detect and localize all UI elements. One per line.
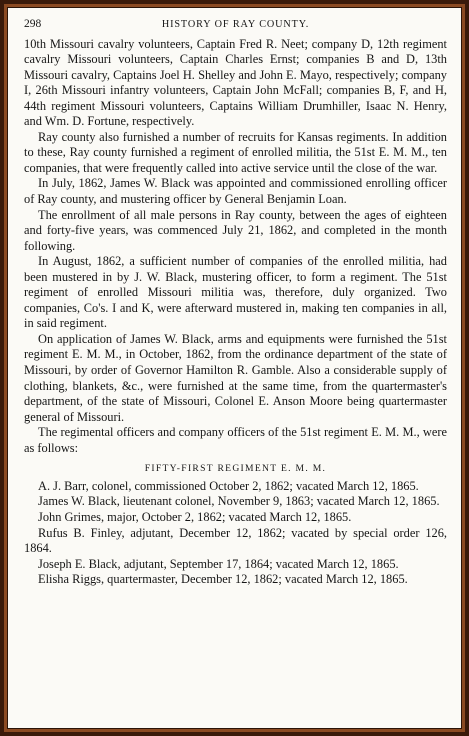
book-page <box>7 7 462 729</box>
roster-entry: Elisha Riggs, quartermaster, December 12, 1862; vacated March 12, 1865. <box>38 572 408 587</box>
paragraph: The regimental officers and company officers of the 51st regiment E. M. M., were as follows: <box>24 425 447 455</box>
paragraph: The enrollment of all male persons in Ray county, between the ages of eighteen and forty-five years, was commenced July 21, 1862, and completed in the month following. <box>24 207 447 253</box>
roster-entry: James W. Black, lieutenant colonel, November 9, 1863; vacated March 12, 1865. <box>38 494 440 509</box>
paragraph: On application of James W. Black, arms and equipments were furnished the 51st regiment E. M. M., in October, 1862, from the ordinance department of the state of Missouri, by order of Governor Hamilton R. Gamble. Also a considerable supply of clothing, blankets, &c., were furnished at the same time, from the quartermaster's department, of the state of Missouri, Colonel E. Anson Moore being quartermaster general of Missouri. <box>24 331 447 424</box>
paragraph: In August, 1862, a sufficient number of companies of the enrolled militia, had been mustered in by J. W. Black, mustering officer, to form a regiment. The 51st regiment of enrolled Missouri militia was, therefore, duly organized. Two companies, Co's. I and K, were afterward mustered in, making ten companies in all, in said regiment. <box>24 254 447 331</box>
paragraph: Ray county also furnished a number of recruits for Kansas regiments. In addition to these, Ray county furnished a regiment of enrolled militia, the 51st E. M. M., ten companies, that were frequently called into active service until the close of the war. <box>24 129 447 175</box>
roster-entry: A. J. Barr, colonel, commissioned October 2, 1862; vacated March 12, 1865. <box>38 478 419 493</box>
page-number: 298 <box>24 18 42 30</box>
paragraph: In July, 1862, James W. Black was appointed and commissioned enrolling officer of Ray county, and mustering officer by General Benjamin Loan. <box>24 176 447 207</box>
running-head <box>24 17 447 33</box>
book-title: HISTORY OF RAY COUNTY. <box>161 19 310 30</box>
roster-entry: Joseph E. Black, adjutant, September 17, 1864; vacated March 12, 1865. <box>38 556 399 571</box>
paragraph-continued: 10th Missouri cavalry volunteers, Captain Fred R. Neet; company D, 12th regiment cavalry Missouri volunteers, Captain Charles Ernst; companies B and D, 13th Missouri cavalry, Captains Joel H. Shelley and John E. Mayo, respectively; company I, 26th Missouri infantry volunteers, Captain John McFall; companies B, F, and H, 44th regiment Missouri volunteers, Captains William Drumhiller, Isaac N. Henry, and Wm. D. Fortune, respectively. <box>24 36 447 129</box>
roster-entry: John Grimes, major, October 2, 1862; vacated March 12, 1865. <box>38 509 352 524</box>
frame-mat <box>4 4 465 732</box>
roster-entry: Rufus B. Finley, adjutant, December 12, 1862; vacated by special order 126, 1864. <box>24 525 447 556</box>
roster-heading: FIFTY-FIRST REGIMENT E. M. M. <box>144 463 327 475</box>
